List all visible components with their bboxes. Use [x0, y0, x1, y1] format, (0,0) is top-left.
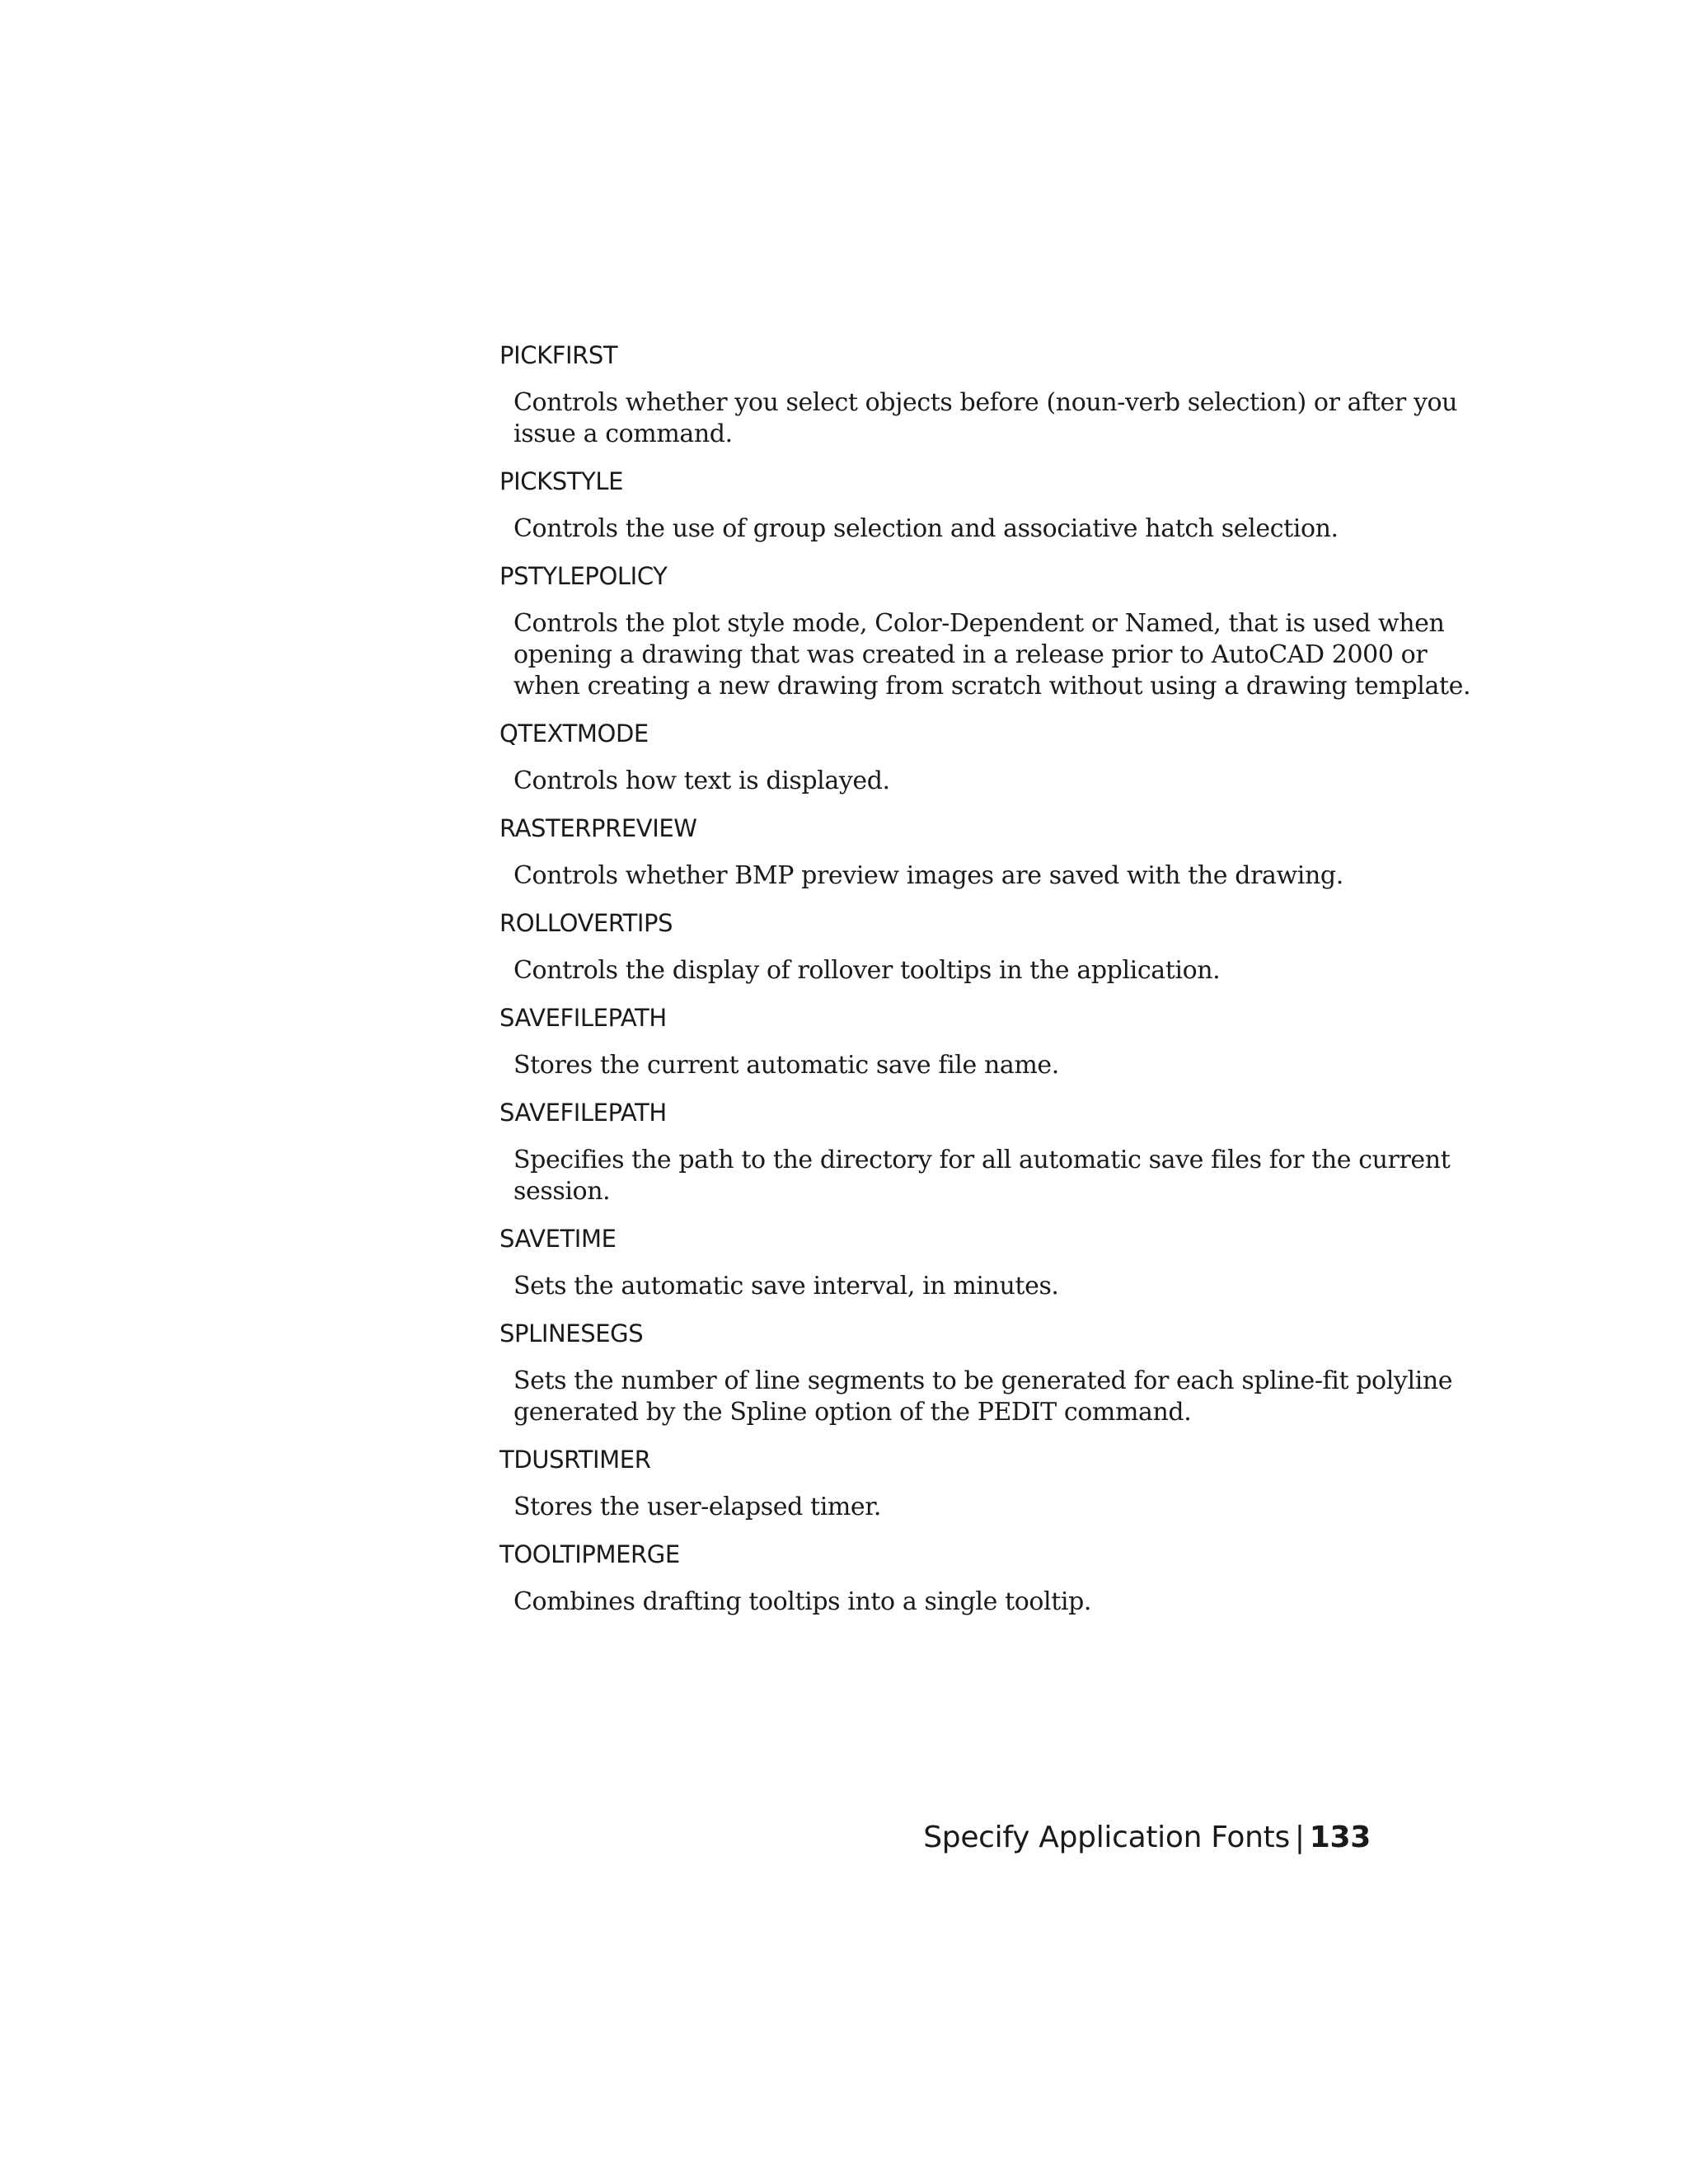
- page-footer: [923, 1821, 1371, 1854]
- description-line: Combines drafting tooltips into a single tooltip.: [513, 1587, 1092, 1616]
- description-line: generated by the Spline option of the PEDIT command.: [513, 1398, 1192, 1427]
- description-line: Specifies the path to the directory for all automatic save files for the current: [513, 1146, 1451, 1174]
- entry-description: [513, 1271, 1389, 1302]
- description-line: Controls whether BMP preview images are saved with the drawing.: [513, 861, 1343, 890]
- entry-description: [513, 766, 1389, 797]
- entry-term: SAVEFILEPATH: [499, 1099, 667, 1127]
- entry-term: SAVETIME: [499, 1225, 617, 1253]
- entry-term: SPLINESEGS: [499, 1319, 644, 1347]
- entry-term: TOOLTIPMERGE: [499, 1540, 680, 1568]
- description-line: Sets the automatic save interval, in minutes.: [513, 1272, 1059, 1301]
- page-number: 133: [1309, 1821, 1371, 1854]
- entry-description: [513, 860, 1389, 892]
- entry-description: [513, 513, 1389, 545]
- entry-term: RASTERPREVIEW: [499, 814, 697, 842]
- footer-separator: |: [1294, 1821, 1305, 1854]
- description-line: Stores the current automatic save file name.: [513, 1051, 1059, 1080]
- entry-term: SAVEFILEPATH: [499, 1004, 667, 1032]
- description-line: Sets the number of line segments to be generated for each spline-fit polyline: [513, 1366, 1453, 1395]
- description-line: issue a command.: [513, 419, 733, 448]
- description-line: when creating a new drawing from scratch without using a drawing template.: [513, 672, 1471, 701]
- entry-description: [513, 608, 1471, 702]
- description-line: Controls the plot style mode, Color-Dependent or Named, that is used when: [513, 609, 1445, 638]
- entry-term: TDUSRTIMER: [499, 1446, 651, 1474]
- description-line: Stores the user-elapsed timer.: [513, 1493, 882, 1521]
- entry-description: [513, 1366, 1453, 1428]
- entry-term: QTEXTMODE: [499, 719, 649, 748]
- description-line: Controls the display of rollover tooltips in the application.: [513, 956, 1221, 985]
- entry-term: ROLLOVERTIPS: [499, 909, 673, 937]
- entry-description: [513, 1492, 1389, 1523]
- description-line: Controls whether you select objects before (noun-verb selection) or after you: [513, 388, 1458, 417]
- description-line: session.: [513, 1177, 611, 1206]
- entry-description: [513, 387, 1458, 450]
- footer-section-title: Specify Application Fonts: [923, 1821, 1290, 1854]
- entry-term: PSTYLEPOLICY: [499, 562, 668, 590]
- description-line: Controls how text is displayed.: [513, 766, 890, 795]
- entry-description: [513, 1586, 1389, 1618]
- description-line: Controls the use of group selection and associative hatch selection.: [513, 514, 1339, 543]
- entry-term: PICKSTYLE: [499, 467, 624, 495]
- description-line: opening a drawing that was created in a release prior to AutoCAD 2000 or: [513, 640, 1428, 669]
- entry-description: [513, 1145, 1451, 1207]
- entry-description: [513, 1050, 1389, 1081]
- entry-description: [513, 955, 1389, 987]
- entry-term: PICKFIRST: [499, 341, 618, 369]
